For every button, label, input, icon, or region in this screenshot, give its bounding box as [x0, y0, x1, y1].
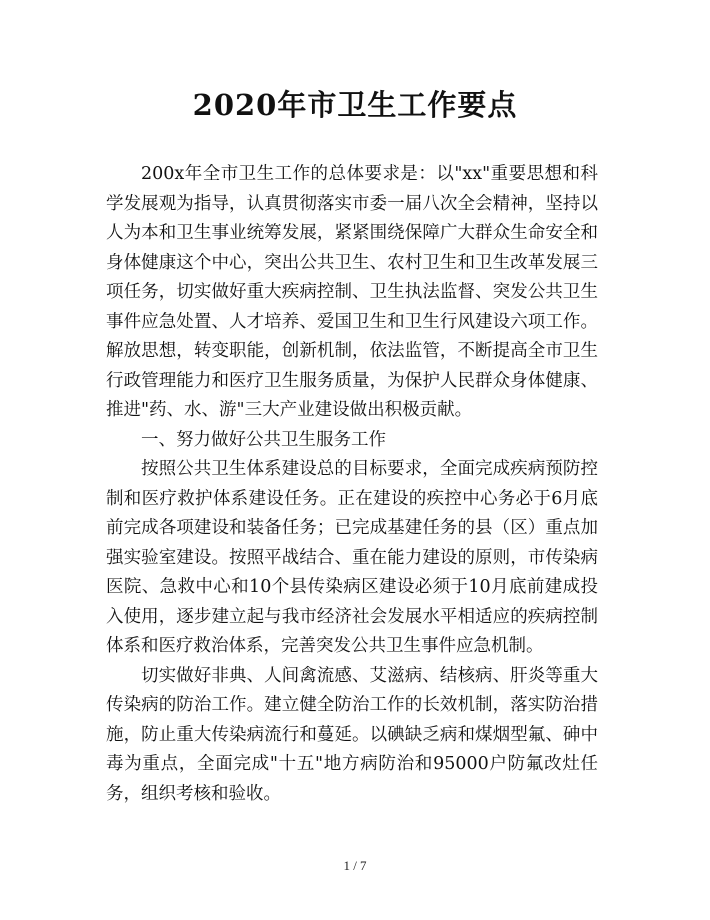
section-heading: 一、努力做好公共卫生服务工作 [141, 429, 386, 450]
page-number: 1 / 7 [343, 858, 367, 873]
paragraph-intro: 200x年全市卫生工作的总体要求是：以"xx"重要思想和科学发展观为指导，认真贯彻落实市委一届八次全会精神，坚持以人为本和卫生事业统筹发展，紧紧围绕保障广大群众生命安全和身体健康这个中心，突出公共卫生、农村卫生和卫生改革发展三项任务，切实做好重大疾病控制、卫生执法监督、突发公共卫生事件应急处置、人才培养、爱国卫生和卫生行风建设六项工作。解放思想，转变职能，创新机制，依法监管，不断提高全市卫生行政管理能力和医疗卫生服务质量，为保护人民群众身体健康、推进"药、水、游"三大产业建设做出积极贡献。 [106, 164, 598, 420]
paragraph-disease-prevention: 切实做好非典、人间禽流感、艾滋病、结核病、肝炎等重大传染病的防治工作。建立健全防治工作的长效机制，落实防治措施，防止重大传染病流行和蔓延。以碘缺乏病和煤烟型氟、砷中毒为重点，全面完成"十五"地方病防治和95000户防氟改灶任务，组织考核和验收。 [106, 665, 598, 804]
document-body [106, 160, 598, 809]
document-title: 2020年市卫生工作要点 [192, 88, 518, 122]
paragraph-system-building: 按照公共卫生体系建设总的目标要求，全面完成疾病预防控制和医疗救护体系建设任务。正在建设的疾控中心务必于6月底前完成各项建设和装备任务；已完成基建任务的县（区）重点加强实验室建设。按照平战结合、重在能力建设的原则，市传染病医院、急救中心和10个县传染病区建设必须于10月底前建成投入使用，逐步建立起与我市经济社会发展水平相适应的疾病控制体系和医疗救治体系，完善突发公共卫生事件应急机制。 [106, 459, 598, 656]
